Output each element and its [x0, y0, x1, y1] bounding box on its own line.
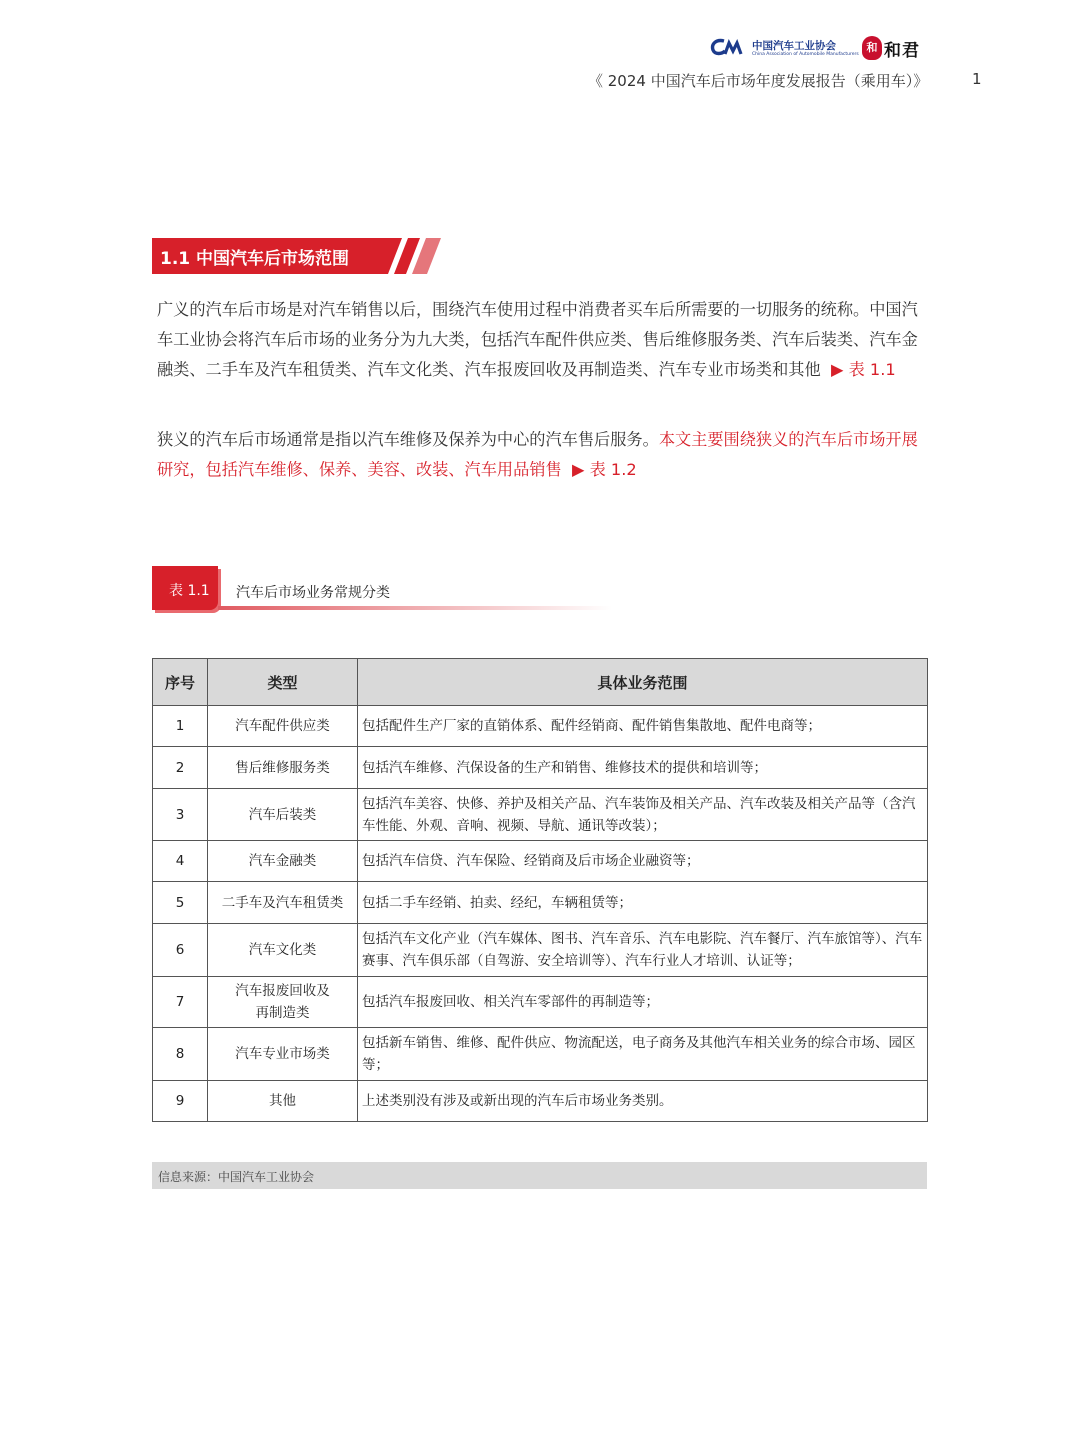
table-row [153, 882, 928, 924]
table-row [153, 977, 928, 1028]
row-no: 7 [153, 977, 208, 1028]
table-caption [152, 566, 612, 612]
section-title: 1.1 中国汽车后市场范围 [160, 249, 350, 269]
table-title: 汽车后市场业务常规分类 [236, 585, 390, 601]
table-1-2-reference-link[interactable]: ▶ 表 1.2 [571, 460, 637, 479]
row-type: 汽车配件供应类 [208, 706, 358, 747]
header-no: 序号 [153, 659, 208, 706]
row-type: 售后维修服务类 [208, 747, 358, 789]
hejun-logo-name: 和君 [884, 41, 920, 61]
table-caption-underline [218, 606, 612, 610]
row-no: 9 [153, 1081, 208, 1122]
row-scope: 上述类别没有涉及或新出现的汽车后市场业务类别。 [358, 1081, 928, 1122]
row-scope: 包括配件生产厂家的直销体系、配件经销商、配件销售集散地、配件电商等； [358, 706, 928, 747]
row-scope: 包括汽车文化产业（汽车媒体、图书、汽车音乐、汽车电影院、汽车餐厅、汽车旅馆等）、汽车赛事、汽车俱乐部（自驾游、安全培训等）、汽车行业人才培训、认证等； [358, 924, 928, 977]
row-scope: 包括二手车经销、拍卖、经纪，车辆租赁等； [358, 882, 928, 924]
source-note-text: 信息来源：中国汽车工业协会 [158, 1170, 315, 1184]
caam-logo-mark-icon [710, 38, 748, 56]
hejun-seal-icon: 和 [862, 36, 882, 60]
row-no: 6 [153, 924, 208, 977]
table-row [153, 1081, 928, 1122]
page-number: 1 [972, 70, 982, 88]
row-scope: 包括汽车报废回收、相关汽车零部件的再制造等； [358, 977, 928, 1028]
table-number-label: 表 1.1 [169, 583, 210, 599]
paragraph-2-text: 狭义的汽车后市场通常是指以汽车维修及保养为中心的汽车售后服务。 [157, 430, 659, 449]
table-row [153, 841, 928, 882]
table-header-row [153, 659, 928, 706]
caam-logo [710, 36, 859, 62]
row-type: 汽车文化类 [208, 924, 358, 977]
row-no: 5 [153, 882, 208, 924]
row-type: 二手车及汽车租赁类 [208, 882, 358, 924]
section-heading [152, 238, 442, 274]
row-no: 2 [153, 747, 208, 789]
row-scope: 包括新车销售、维修、配件供应、物流配送，电子商务及其他汽车相关业务的综合市场、园区等； [358, 1028, 928, 1081]
table-row [153, 706, 928, 747]
row-scope: 包括汽车信贷、汽车保险、经销商及后市场企业融资等； [358, 841, 928, 882]
paragraph-2-highlight: 本文主要围绕狭义的汽车后市场开展研究，包括汽车维修、保养、美容、改装、汽车用品销售 [157, 430, 918, 479]
caam-logo-name: 中国汽车工业协会 [752, 40, 836, 52]
row-type: 汽车金融类 [208, 841, 358, 882]
row-type: 汽车报废回收及再制造类 [208, 977, 358, 1028]
hejun-logo [862, 34, 932, 62]
row-no: 3 [153, 789, 208, 841]
row-type: 其他 [208, 1081, 358, 1122]
paragraph-1-text: 广义的汽车后市场是对汽车销售以后，围绕汽车使用过程中消费者买车后所需要的一切服务的统称。中国汽车工业协会将汽车后市场的业务分为九大类，包括汽车配件供应类、售后维修服务类、汽车后装类、汽车金融类、二手车及汽车租赁类、汽车文化类、汽车报废回收及再制造类、汽车专业市场类和其他 [157, 300, 918, 379]
table-row [153, 1028, 928, 1081]
table-row [153, 789, 928, 841]
row-scope: 包括汽车维修、汽保设备的生产和销售、维修技术的提供和培训等； [358, 747, 928, 789]
row-no: 4 [153, 841, 208, 882]
caam-logo-name-en: China Association of Automobile Manufacturers [752, 52, 859, 57]
table-1-1-reference-link[interactable]: ▶ 表 1.1 [830, 360, 896, 379]
row-scope: 包括汽车美容、快修、养护及相关产品、汽车装饰及相关产品、汽车改装及相关产品等（含汽车性能、外观、音响、视频、导航、通讯等改装）； [358, 789, 928, 841]
business-category-table [152, 658, 928, 1122]
header-scope: 具体业务范围 [358, 659, 928, 706]
source-note [152, 1162, 927, 1189]
row-no: 1 [153, 706, 208, 747]
paragraph-narrow-definition [157, 425, 932, 485]
row-type: 汽车后装类 [208, 789, 358, 841]
table-row [153, 924, 928, 977]
report-title: 《 2024 中国汽车后市场年度发展报告（乘用车）》 [588, 72, 929, 90]
table-number-tag [152, 566, 218, 610]
header-type: 类型 [208, 659, 358, 706]
paragraph-broad-definition [157, 295, 932, 385]
table-row [153, 747, 928, 789]
row-type: 汽车专业市场类 [208, 1028, 358, 1081]
row-no: 8 [153, 1028, 208, 1081]
